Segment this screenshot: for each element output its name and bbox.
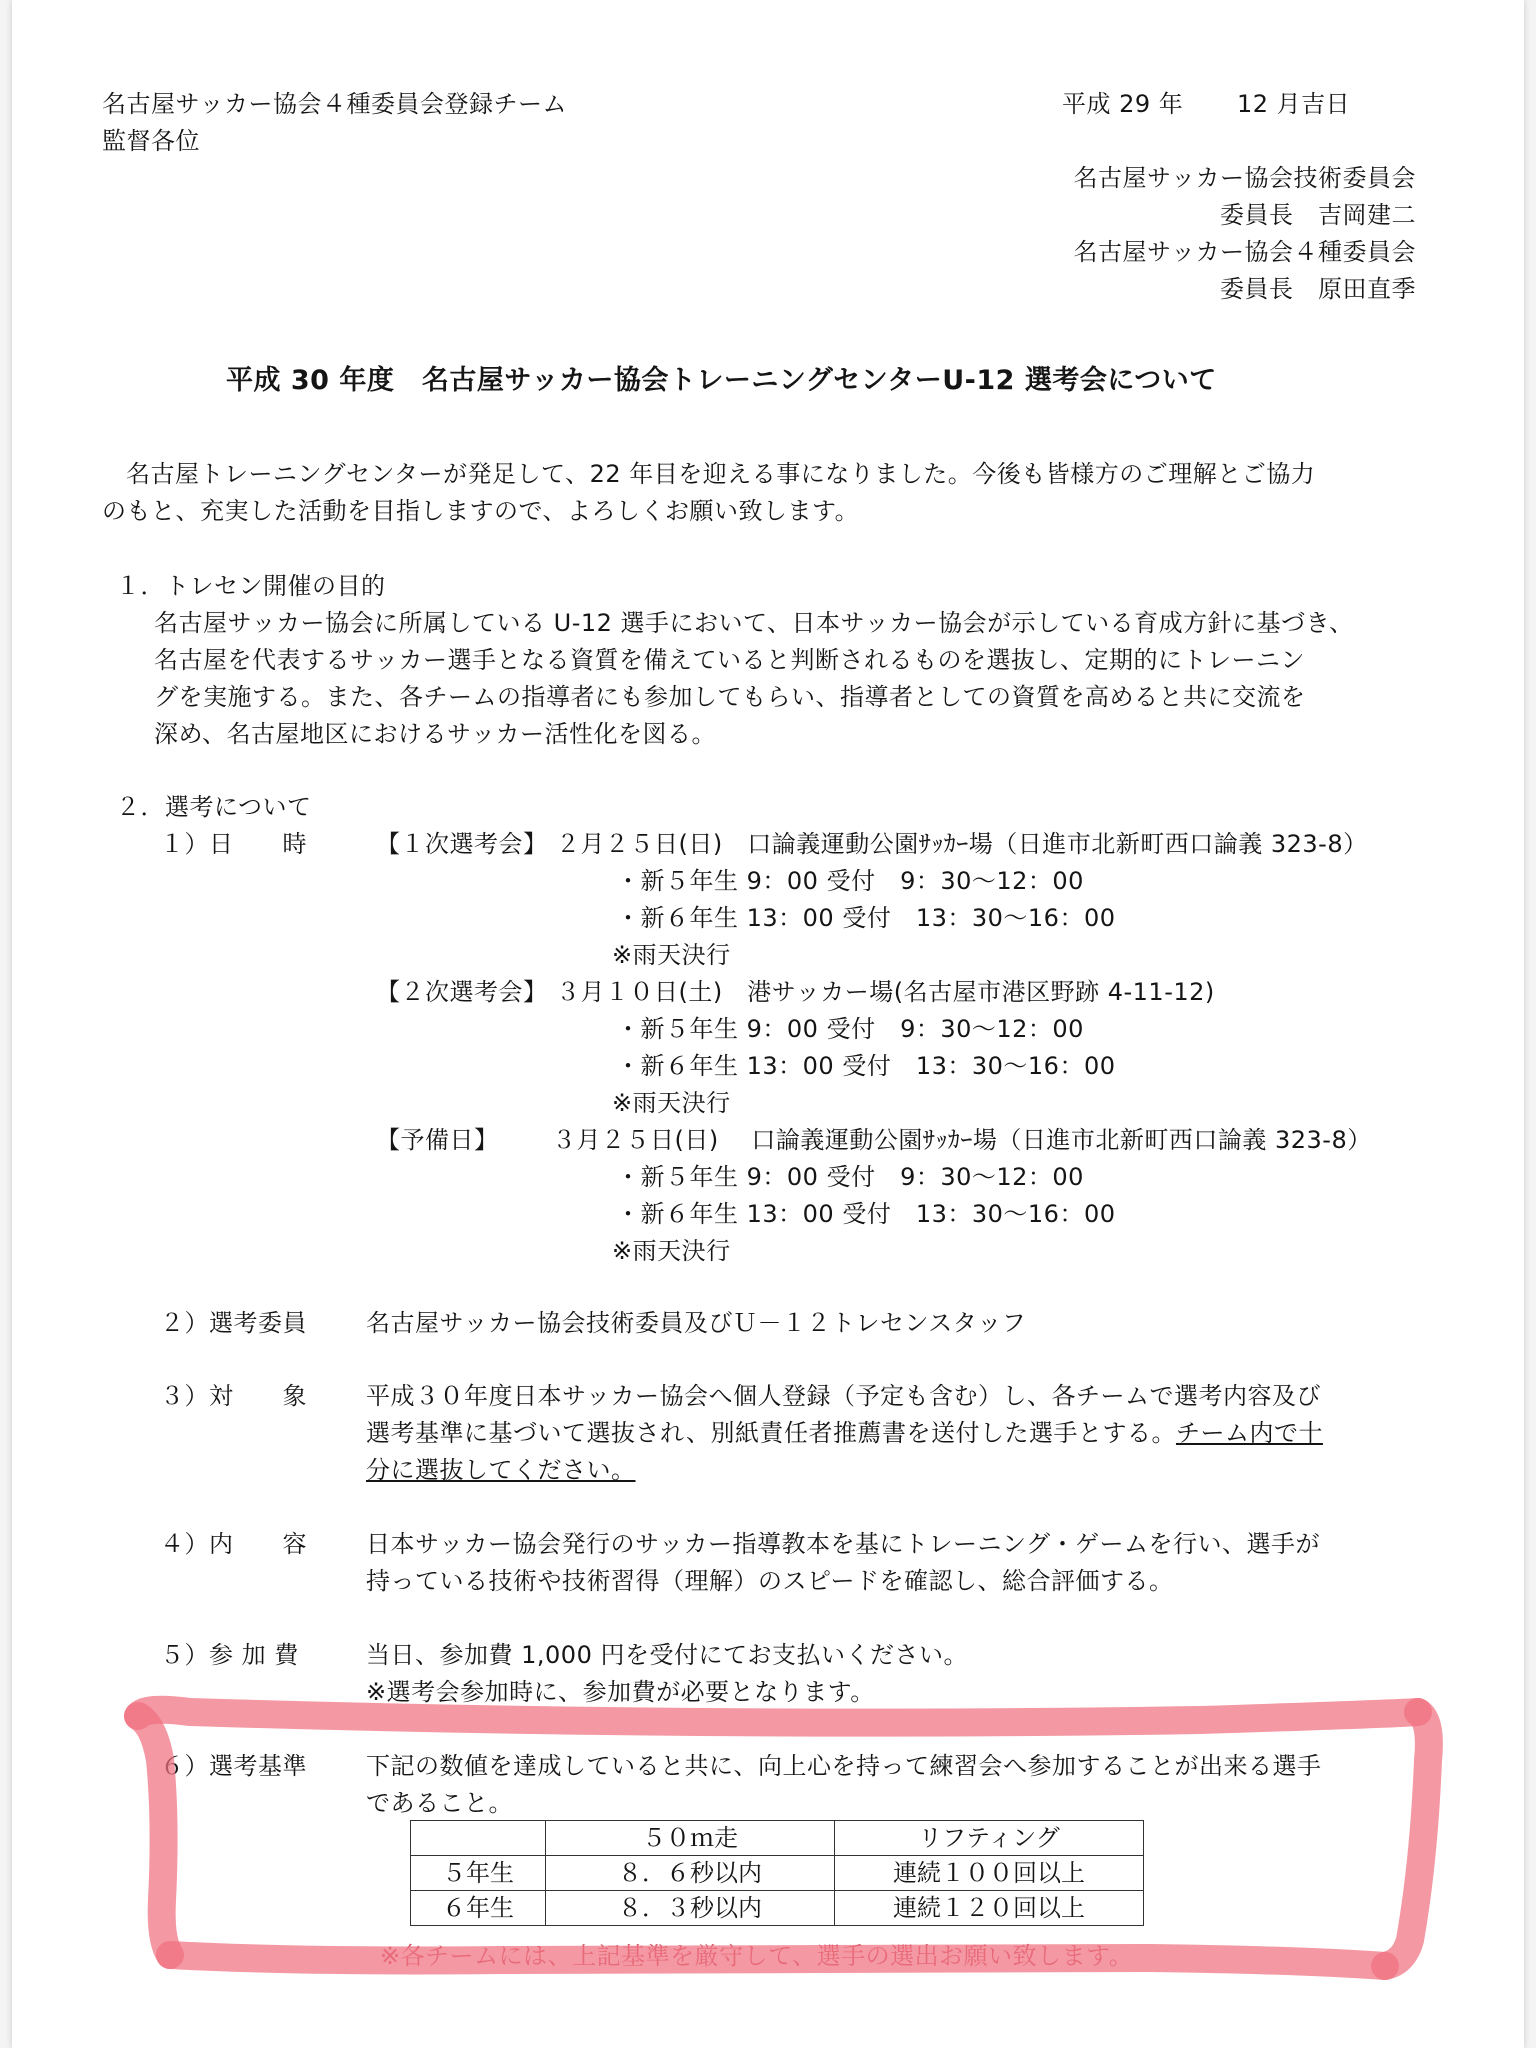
section2-heading: ２．選考について [116, 793, 312, 821]
fee-line-2: ※選考会参加時に、参加費が必要となります。 [366, 1678, 875, 1706]
section1-line-2: 名古屋を代表するサッカー選手となる資質を備えていると判断されるものを選抜し、定期的にトレーニン [154, 646, 1306, 674]
session-2-rain-note: ※雨天決行 [612, 1089, 731, 1117]
header-cell-empty [411, 1821, 546, 1856]
criteria-line-1: 下記の数値を達成していると共に、向上心を持って練習会へ参加することが出来る選手 [366, 1752, 1322, 1780]
target-line-2-underlined: チーム内で十 [1175, 1419, 1323, 1447]
session-1-name: 【１次選考会】 [376, 830, 548, 858]
criteria-note: ※各チームには、上記基準を厳守して、選手の選出お願い致します。 [380, 1942, 1134, 1970]
header-cell-lifting: リフティング [835, 1821, 1144, 1856]
date-year: 平成 29 年 [1062, 90, 1184, 118]
criteria-line-2: であること。 [366, 1789, 513, 1817]
target-line-2 [366, 1415, 1323, 1452]
row-grade: ６年生 [411, 1891, 546, 1926]
fee-line-1: 当日、参加費 1,000 円を受付にてお支払いください。 [366, 1641, 968, 1669]
row-grade: ５年生 [411, 1856, 546, 1891]
session-1-grade5: ・新５年生 9：00 受付 9：30〜12：00 [616, 867, 1084, 895]
content-label: ４）内 容 [160, 1530, 307, 1558]
target-line-2-plain: 選考基準に基づいて選抜され、別紙責任者推薦書を送付した選手とする。 [366, 1419, 1176, 1447]
session-3-date-place: ３月２５日(日) 口論義運動公園ｻｯｶｰ場（日進市北新町西口論義 323-8） [552, 1126, 1372, 1154]
session-2-name: 【２次選考会】 [376, 978, 548, 1006]
session-2-grade5: ・新５年生 9：00 受付 9：30〜12：00 [616, 1015, 1084, 1043]
section1-line-3: グを実施する。また、各チームの指導者にも参加してもらい、指導者としての資質を高めると共に交流を [154, 683, 1306, 711]
target-line-3: 分に選抜してください。 [366, 1456, 636, 1484]
row-lifting: 連続１２０回以上 [835, 1891, 1144, 1926]
criteria-table [410, 1820, 1144, 1926]
session-1-date-place: ２月２５日(日) 口論義運動公園ｻｯｶｰ場（日進市北新町西口論義 323-8） [556, 830, 1368, 858]
row-lifting: 連続１００回以上 [835, 1856, 1144, 1891]
session-3-grade5: ・新５年生 9：00 受付 9：30〜12：00 [616, 1163, 1084, 1191]
document-title: 平成 30 年度 名古屋サッカー協会トレーニングセンターU-12 選考会について [226, 365, 1217, 396]
session-3-name: 【予備日】 [376, 1126, 499, 1154]
session-3-grade6: ・新６年生 13：00 受付 13：30〜16：00 [616, 1200, 1116, 1228]
criteria-table-header [411, 1821, 1144, 1856]
table-row [411, 1856, 1144, 1891]
session-3-rain-note: ※雨天決行 [612, 1237, 731, 1265]
criteria-label: ６）選考基準 [160, 1752, 307, 1780]
row-50m: ８．６秒以内 [546, 1856, 835, 1891]
session-1-rain-note: ※雨天決行 [612, 941, 731, 969]
section1-line-1: 名古屋サッカー協会に所属している U-12 選手において、日本サッカー協会が示している育成方針に基づき、 [154, 609, 1354, 637]
intro-line-2: のもと、充実した活動を目指しますので、よろしくお願い致します。 [102, 497, 860, 525]
table-row [411, 1891, 1144, 1926]
section1-line-4: 深め、名古屋地区におけるサッカー活性化を図る。 [154, 720, 717, 748]
committee-text: 名古屋サッカー協会技術委員及びＵ－１２トレセンスタッフ [366, 1309, 1027, 1337]
row-50m: ８．３秒以内 [546, 1891, 835, 1926]
schedule-label: １）日 時 [160, 830, 307, 858]
fee-label: ５）参 加 費 [160, 1641, 299, 1669]
committee-label: ２）選考委員 [160, 1309, 307, 1337]
header-cell-50m: ５０ｍ走 [546, 1821, 835, 1856]
document-page [12, 0, 1524, 2048]
intro-line-1: 名古屋トレーニングセンターが発足して、22 年目を迎える事になりました。今後も皆様方のご理解とご協力 [126, 460, 1316, 488]
session-2-grade6: ・新６年生 13：00 受付 13：30〜16：00 [616, 1052, 1116, 1080]
content-line-1: 日本サッカー協会発行のサッカー指導教本を基にトレーニング・ゲームを行い、選手が [366, 1530, 1321, 1558]
sender-org-1: 名古屋サッカー協会技術委員会 [1073, 164, 1416, 192]
target-line-1: 平成３０年度日本サッカー協会へ個人登録（予定も含む）し、各チームで選考内容及び [366, 1382, 1322, 1410]
section1-heading: １．トレセン開催の目的 [116, 572, 386, 600]
recipient-line1: 名古屋サッカー協会４種委員会登録チーム [102, 90, 568, 118]
target-label: ３）対 象 [160, 1382, 307, 1410]
content-line-2: 持っている技術や技術習得（理解）のスピードを確認し、総合評価する。 [366, 1567, 1174, 1595]
session-1-grade6: ・新６年生 13：00 受付 13：30〜16：00 [616, 904, 1116, 932]
date-month-day: 12 月吉日 [1237, 90, 1351, 118]
sender-chair-2: 委員長 原田直季 [1220, 275, 1416, 303]
recipient-line2: 監督各位 [102, 127, 200, 155]
sender-org-2: 名古屋サッカー協会４種委員会 [1073, 238, 1416, 266]
session-2-date-place: ３月１０日(土) 港サッカー場(名古屋市港区野跡 4-11-12) [556, 978, 1215, 1006]
sender-chair-1: 委員長 吉岡建二 [1220, 201, 1416, 229]
